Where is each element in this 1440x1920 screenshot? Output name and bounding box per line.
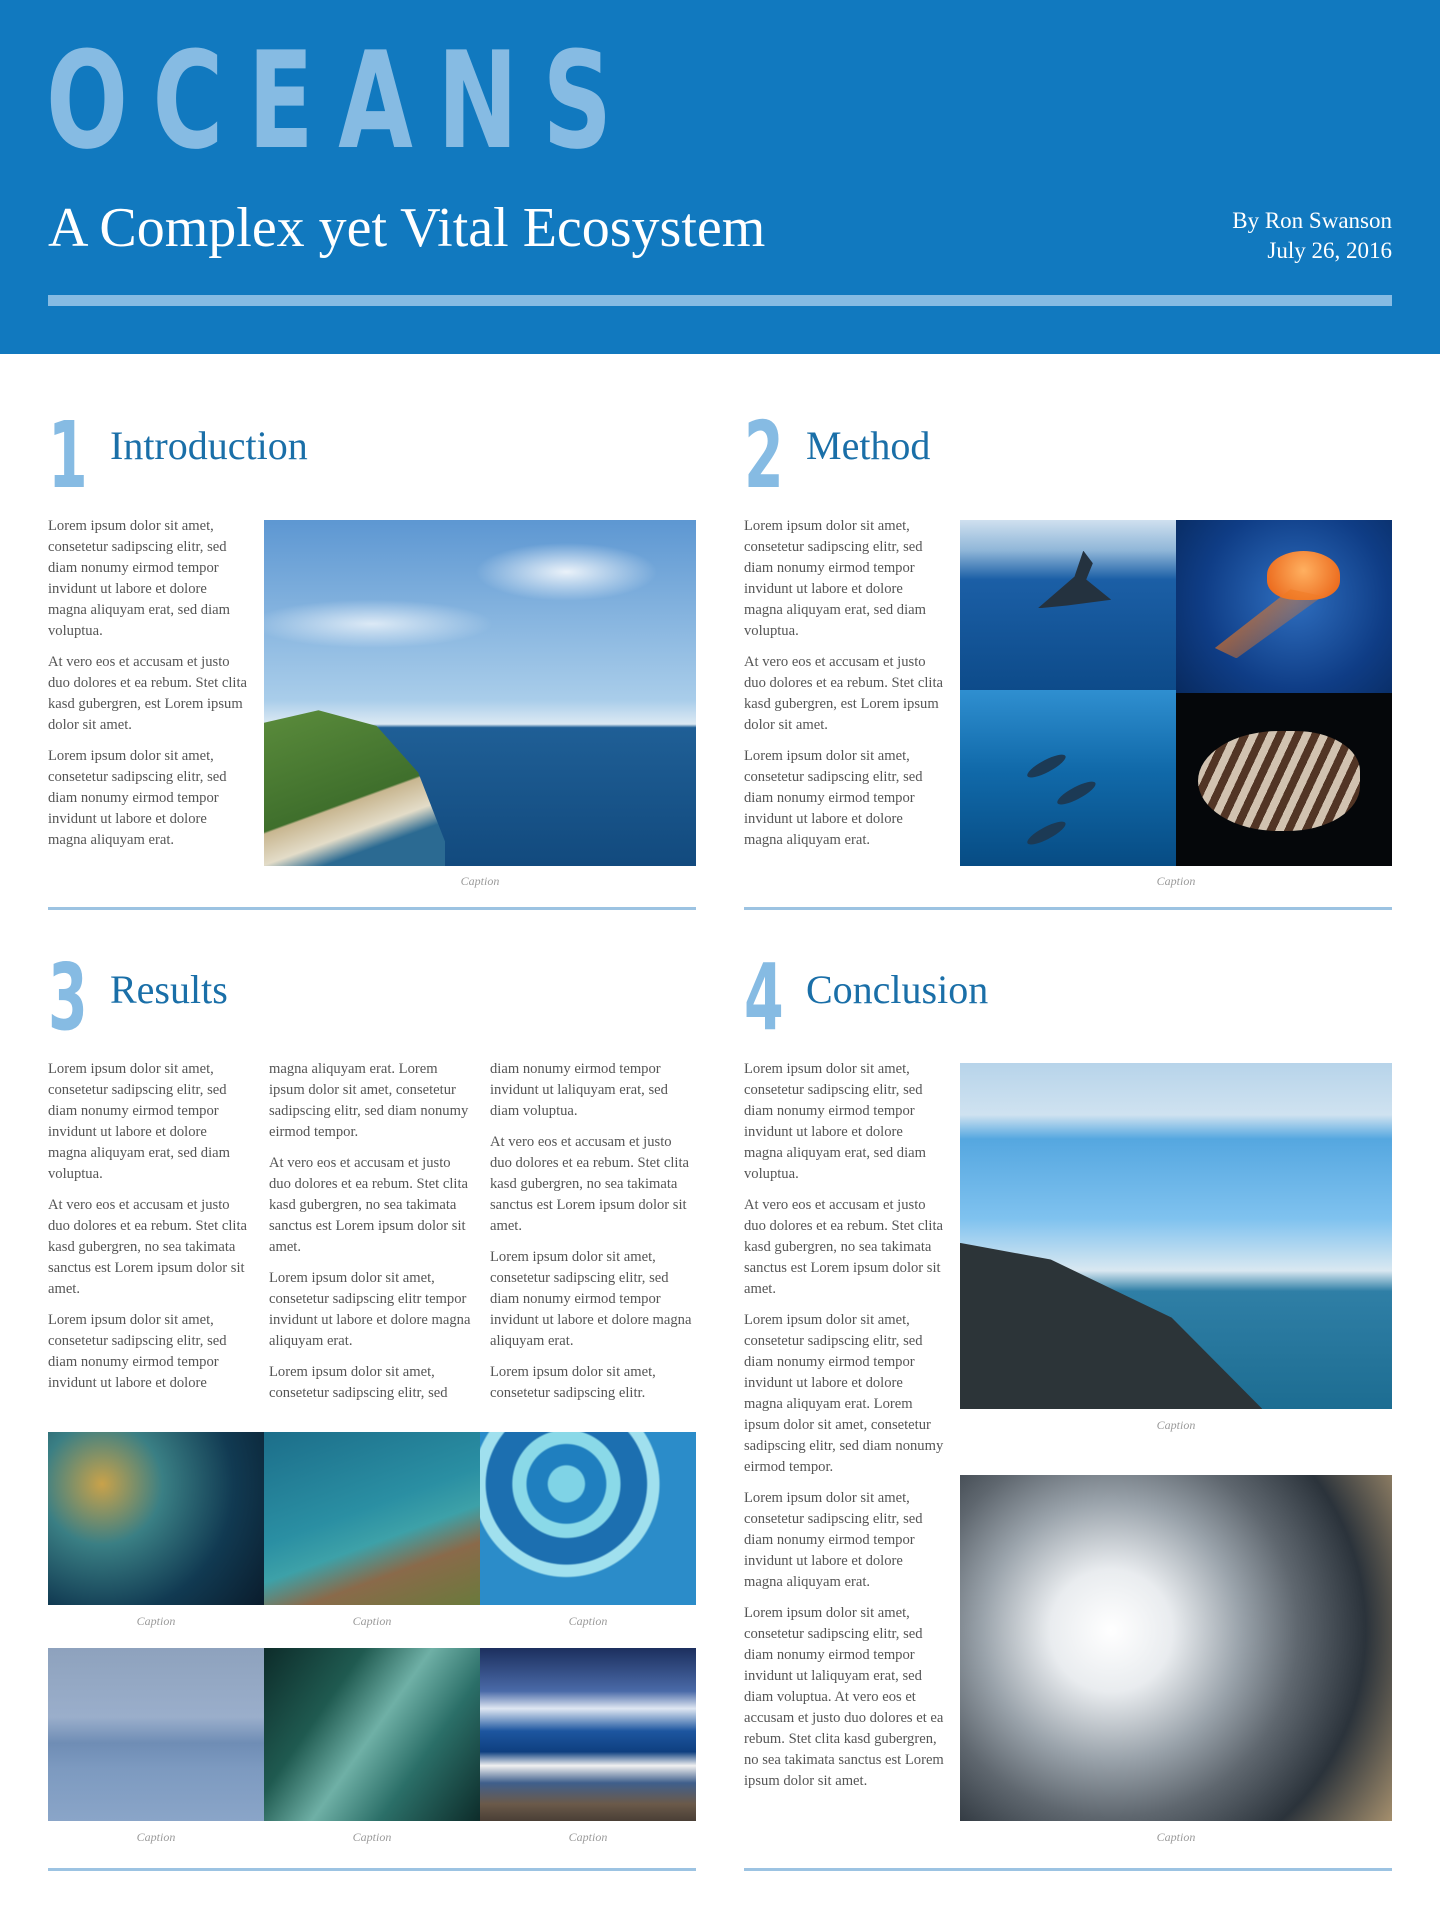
- photo-caption: Caption: [352, 1830, 392, 1844]
- paragraph: Lorem ipsum dolor sit amet, consetetur sadipscing elitr, sed diam nonumy eirmod tempor invidunt ut labore et dolore magna aliquyam erat.: [48, 748, 227, 848]
- paragraph: Lorem ipsum dolor sit amet, consetetur sadipscing elitr tempor invidunt ut labore et dolore magna aliquyam erat.: [269, 1270, 471, 1349]
- section-number-results: 3: [48, 944, 88, 1051]
- jellyfish-photo: [1176, 520, 1392, 693]
- paragraph: At vero eos et accusam et justo duo dolores et ea rebum. Stet clita kasd gubergren, est Lorem ipsum dolor sit amet.: [48, 654, 247, 733]
- reef-photo: [480, 1432, 696, 1605]
- stormy-shore-photo: [480, 1648, 696, 1821]
- whale-photo: [960, 520, 1176, 690]
- glacier-photo: [960, 1063, 1392, 1409]
- jellyfish-tentacles-shape: [1215, 589, 1323, 658]
- dolphin-shape: [1055, 777, 1099, 808]
- paragraph: Lorem ipsum dolor sit amet, consetetur sadipscing elitr, sed diam nonumy eirmod tempor invidunt ut labore et dolore magna aliquyam erat.: [744, 1490, 923, 1590]
- photo-caption: Caption: [568, 1614, 608, 1628]
- dolphins-photo: [960, 690, 1176, 866]
- introduction-text: [48, 516, 248, 861]
- section-title-introduction: Introduction: [110, 423, 308, 468]
- paragraph: Lorem ipsum dolor sit amet, consetetur sadipscing elitr, sed diam nonumy eirmod tempor invidunt ut labore et dolore magna aliquyam erat, sed diam voluptua.: [48, 1061, 230, 1182]
- section-divider: [48, 1868, 696, 1871]
- hurricane-photo: [960, 1475, 1392, 1821]
- byline: [1232, 206, 1392, 266]
- lionfish-shape: [1198, 731, 1360, 831]
- paragraph: diam nonumy eirmod tempor invidunt ut laliquyam erat, sed diam voluptua.: [490, 1061, 668, 1119]
- photo-caption: Caption: [136, 1830, 176, 1844]
- section-divider: [48, 907, 696, 910]
- dolphin-shape: [1024, 751, 1068, 782]
- photo-caption: Caption: [1156, 1830, 1196, 1844]
- wave-photo: [264, 1648, 480, 1821]
- section-divider: [744, 907, 1392, 910]
- section-number-conclusion: 4: [744, 944, 784, 1051]
- paragraph: Lorem ipsum dolor sit amet, consetetur sadipscing elitr, sed diam nonumy eirmod tempor invidunt ut labore et dolore magna aliquyam erat, sed diam voluptua.: [744, 1061, 926, 1182]
- section-title-method: Method: [806, 423, 931, 468]
- paragraph: Lorem ipsum dolor sit amet, consetetur sadipscing elitr, sed diam nonumy eirmod tempor invidunt ut labore et dolore magna aliquyam erat, sed diam voluptua.: [48, 518, 230, 639]
- page-subtitle: A Complex yet Vital Ecosystem: [48, 197, 766, 259]
- photo-caption: Caption: [1156, 1418, 1196, 1432]
- results-text-column-1: [48, 1059, 248, 1404]
- publish-date: July 26, 2016: [1267, 238, 1392, 263]
- section-number-introduction: 1: [48, 402, 88, 509]
- satellite-coast-photo: [48, 1432, 264, 1605]
- paragraph: At vero eos et accusam et justo duo dolores et ea rebum. Stet clita kasd gubergren, no sea takimata sanctus est Lorem ipsum dolor sit amet.: [744, 1197, 943, 1297]
- dolphin-shape: [1024, 818, 1068, 849]
- rock-shape: [960, 1243, 1262, 1409]
- section-divider: [744, 1868, 1392, 1871]
- photo-caption: Caption: [1156, 874, 1196, 888]
- photo-caption: Caption: [568, 1830, 608, 1844]
- header-divider: [48, 295, 1392, 306]
- paragraph: At vero eos et accusam et justo duo dolores et ea rebum. Stet clita kasd gubergren, no sea takimata sanctus est Lorem ipsum dolor sit amet.: [269, 1155, 468, 1255]
- whale-tail-shape: [1038, 551, 1111, 609]
- photo-caption: Caption: [460, 874, 500, 888]
- cliff-shape: [264, 710, 445, 866]
- paragraph: At vero eos et accusam et justo duo dolores et ea rebum. Stet clita kasd gubergren, no sea takimata sanctus est Lorem ipsum dolor sit amet.: [490, 1134, 689, 1234]
- aerial-shore-photo: [264, 1432, 480, 1605]
- paragraph: Lorem ipsum dolor sit amet, consetetur sadipscing elitr, sed diam nonumy eirmod tempor invidunt ut labore et dolore magna aliquyam erat. Lorem ipsum dolor sit amet, consetetur sadipscing elitr, sed diam nonumy eirmod tempor.: [744, 1312, 944, 1475]
- paragraph: Lorem ipsum dolor sit amet, consetetur sadipscing elitr, sed: [269, 1364, 448, 1401]
- lionfish-photo: [1176, 693, 1392, 866]
- paragraph: Lorem ipsum dolor sit amet, consetetur sadipscing elitr.: [490, 1364, 656, 1401]
- paragraph: Lorem ipsum dolor sit amet, consetetur sadipscing elitr, sed diam nonumy eirmod tempor invidunt ut labore et dolore: [48, 1312, 227, 1391]
- photo-caption: Caption: [136, 1614, 176, 1628]
- results-text-column-3: [490, 1059, 696, 1414]
- author: By Ron Swanson: [1232, 208, 1392, 233]
- paragraph: Lorem ipsum dolor sit amet, consetetur sadipscing elitr, sed diam nonumy eirmod tempor invidunt ut labore et dolore magna aliquyam erat, sed diam voluptua.: [744, 518, 926, 639]
- results-text-column-2: [269, 1059, 475, 1414]
- paragraph: Lorem ipsum dolor sit amet, consetetur sadipscing elitr, sed diam nonumy eirmod tempor invidunt ut labore et dolore magna aliquyam erat.: [490, 1249, 692, 1349]
- photo-caption: Caption: [352, 1614, 392, 1628]
- section-title-results: Results: [110, 967, 228, 1012]
- header-banner: [0, 0, 1440, 354]
- paragraph: Lorem ipsum dolor sit amet, consetetur sadipscing elitr, sed diam nonumy eirmod tempor invidunt ut labore et dolore magna aliquyam erat.: [744, 748, 923, 848]
- page-title: OCEANS: [46, 23, 637, 179]
- paragraph: At vero eos et accusam et justo duo dolores et ea rebum. Stet clita kasd gubergren, no sea takimata sanctus est Lorem ipsum dolor sit amet.: [48, 1197, 247, 1297]
- coastline-photo: [264, 520, 696, 866]
- section-title-conclusion: Conclusion: [806, 967, 989, 1012]
- paragraph: magna aliquyam erat. Lorem ipsum dolor sit amet, consetetur sadipscing elitr, sed diam nonumy eirmod tempor.: [269, 1061, 469, 1140]
- paragraph: At vero eos et accusam et justo duo dolores et ea rebum. Stet clita kasd gubergren, est Lorem ipsum dolor sit amet.: [744, 654, 943, 733]
- section-number-method: 2: [744, 402, 784, 509]
- paragraph: Lorem ipsum dolor sit amet, consetetur sadipscing elitr, sed diam nonumy eirmod tempor invidunt ut laliquyam erat, sed diam voluptua. At vero eos et accusam et justo duo dolores et ea rebum. Stet clita kasd gubergren, no sea takimata sanctus est Lorem ipsum dolor sit amet.: [744, 1605, 944, 1789]
- method-text: [744, 516, 944, 861]
- misty-lake-photo: [48, 1648, 264, 1821]
- conclusion-text: [744, 1059, 944, 1802]
